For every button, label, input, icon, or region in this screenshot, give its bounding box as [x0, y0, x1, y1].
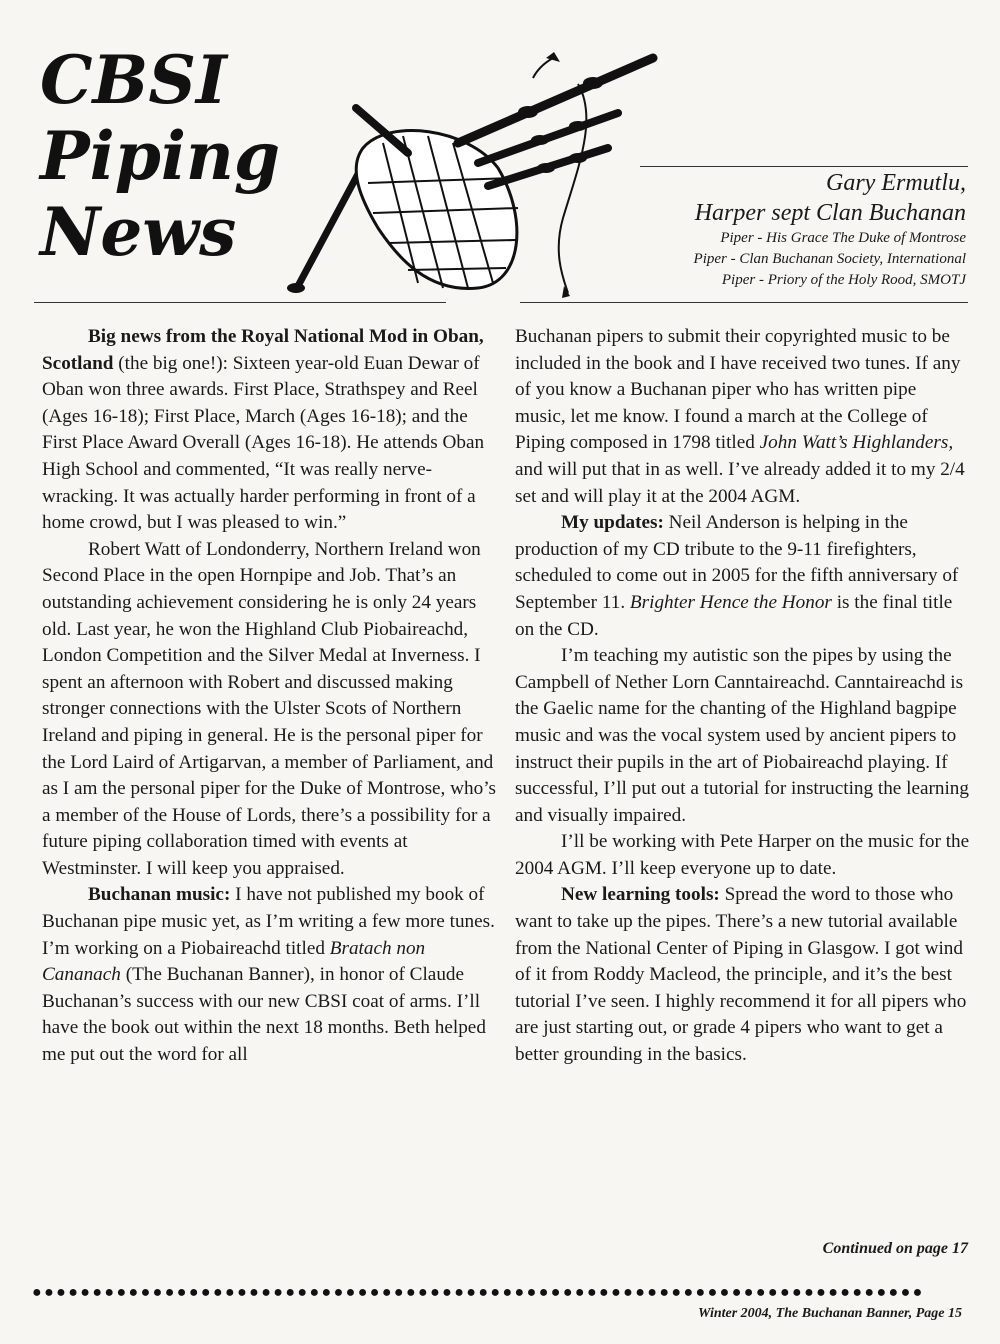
- tune-title: John Watt’s Highlanders,: [759, 432, 954, 454]
- masthead-top-rule: [640, 166, 968, 167]
- paragraph-lead: New learning tools:: [561, 884, 720, 906]
- paragraph-lead: My updates:: [561, 512, 664, 534]
- author-role: Piper - Clan Buchanan Society, International: [693, 251, 966, 267]
- article-paragraph: I’ll be working with Pete Harper on the music for the 2004 AGM. I’ll keep everyone up to date.: [515, 831, 970, 879]
- author-sept: Harper sept Clan Buchanan: [694, 200, 966, 226]
- article-paragraph: Robert Watt of Londonderry, Northern Ireland won Second Place in the open Hornpipe and Job. That’s an outstanding achievement considering he is only 24 years old. Last year, he won the Highland Club Piobaireachd, London Competition and the Silver Medal at Inverness. I spent an afternoon with Robert and discussed making stronger connections with the Ulster Scots of Northern Ireland and piping in general. He is the personal piper for the Lord Laird of Artigarvan, a member of Parliament, and as I am the personal piper for the Duke of Montrose, who’s a member of the House of Lords, there’s a possibility for a future piping collaboration timed with events at Westminster. I will keep you appraised.: [42, 538, 496, 879]
- masthead-title: [40, 41, 281, 271]
- paragraph-text: I have not published my book of Buchanan pipe music yet, as I’m writing a few more tunes. I’m working on a Piobaireachd titled: [42, 884, 495, 959]
- paragraph-text: (the big one!): Sixteen year-old Euan Dewar of Oban won three awards. First Place, Strathspey and Reel (Ages 16-18); First Place, March (Ages 16-18); and the First Place Award Overall (Ages 16-18). He attends Oban High School and commented, “It was really nerve-wracking. It was actually harder performing in front of a home crowd, but I was pleased to win.”: [42, 352, 485, 534]
- right-column: [515, 324, 970, 1069]
- masthead-bottom-rule-right: [520, 302, 968, 303]
- author-role: Piper - His Grace The Duke of Montrose: [720, 230, 966, 246]
- dotted-divider: ●●●●●●●●●●●●●●●●●●●●●●●●●●●●●●●●●●●●●●●●●●●●●●●●●●●●●●●●●●●●●●●●●●●●●●●●●●: [32, 1284, 925, 1301]
- article-paragraph: [515, 882, 970, 1068]
- paragraph-text: (The Buchanan Banner), in honor of Claude Buchanan’s success with our new CBSI coat of arms. I’ll have the book out within the next 18 months. Beth helped me put out the word for all: [42, 964, 486, 1066]
- paragraph-text: is the final title on the CD.: [515, 591, 953, 640]
- paragraph-text: Spread the word to those who want to take up the pipes. There’s a new tutorial available from the National Center of Piping in Glasgow. I got wind of it from Roddy Macleod, the principle, and it’s the best tutorial I’ve seen. I highly recommend it for all pipers who are just starting out, or grade 4 pipers who want to get a better grounding in the basics.: [515, 884, 967, 1066]
- article-paragraph: [42, 324, 497, 537]
- paragraph-lead: Big news from the Royal National Mod in Oban, Scotland: [42, 326, 484, 374]
- continued-note: Continued on page 17: [822, 1240, 968, 1257]
- author-role: Piper - Priory of the Holy Rood, SMOTJ: [721, 272, 966, 288]
- page-footer: Winter 2004, The Buchanan Banner, Page 15: [698, 1306, 962, 1321]
- article-paragraph: [515, 510, 970, 643]
- left-column: [42, 324, 497, 1069]
- article-paragraph: [42, 882, 497, 1068]
- paragraph-text: Buchanan pipers to submit their copyrighted music to be included in the book and I have received two tunes. If any of you know a Buchanan piper who has written pipe music, let me know. I found a march at the College of Piping composed in 1798 titled: [515, 326, 961, 454]
- masthead-line: Piping: [40, 117, 281, 195]
- byline: [566, 168, 966, 291]
- paragraph-text: and will put that in as well. I’ve already added it to my 2/4 set and will play it at the 2004 AGM.: [515, 458, 965, 507]
- author-name: Gary Ermutlu,: [826, 170, 966, 196]
- paragraph-text: Neil Anderson is helping in the production of my CD tribute to the 9-11 firefighters, scheduled to come out in 2005 for the fifth anniversary of September 11.: [515, 512, 959, 613]
- masthead-line: News: [40, 193, 237, 271]
- masthead-line: CBSI: [40, 41, 227, 119]
- masthead-bottom-rule: [34, 302, 446, 303]
- article-paragraph: [515, 324, 970, 510]
- tune-title: Bratach non Cananach: [42, 937, 426, 986]
- article-paragraph: I’m teaching my autistic son the pipes by using the Campbell of Nether Lorn Canntaireachd. Canntaireachd is the Gaelic name for the chanting of the Highland bagpipe music and was the vocal system used by ancient pipers to instruct their pupils in the art of Piobaireachd playing. If successful, I’ll put out a tutorial for instructing the learning and visually impaired.: [515, 645, 969, 826]
- cd-title: Brighter Hence the Honor: [629, 591, 832, 613]
- paragraph-lead: Buchanan music:: [88, 884, 231, 906]
